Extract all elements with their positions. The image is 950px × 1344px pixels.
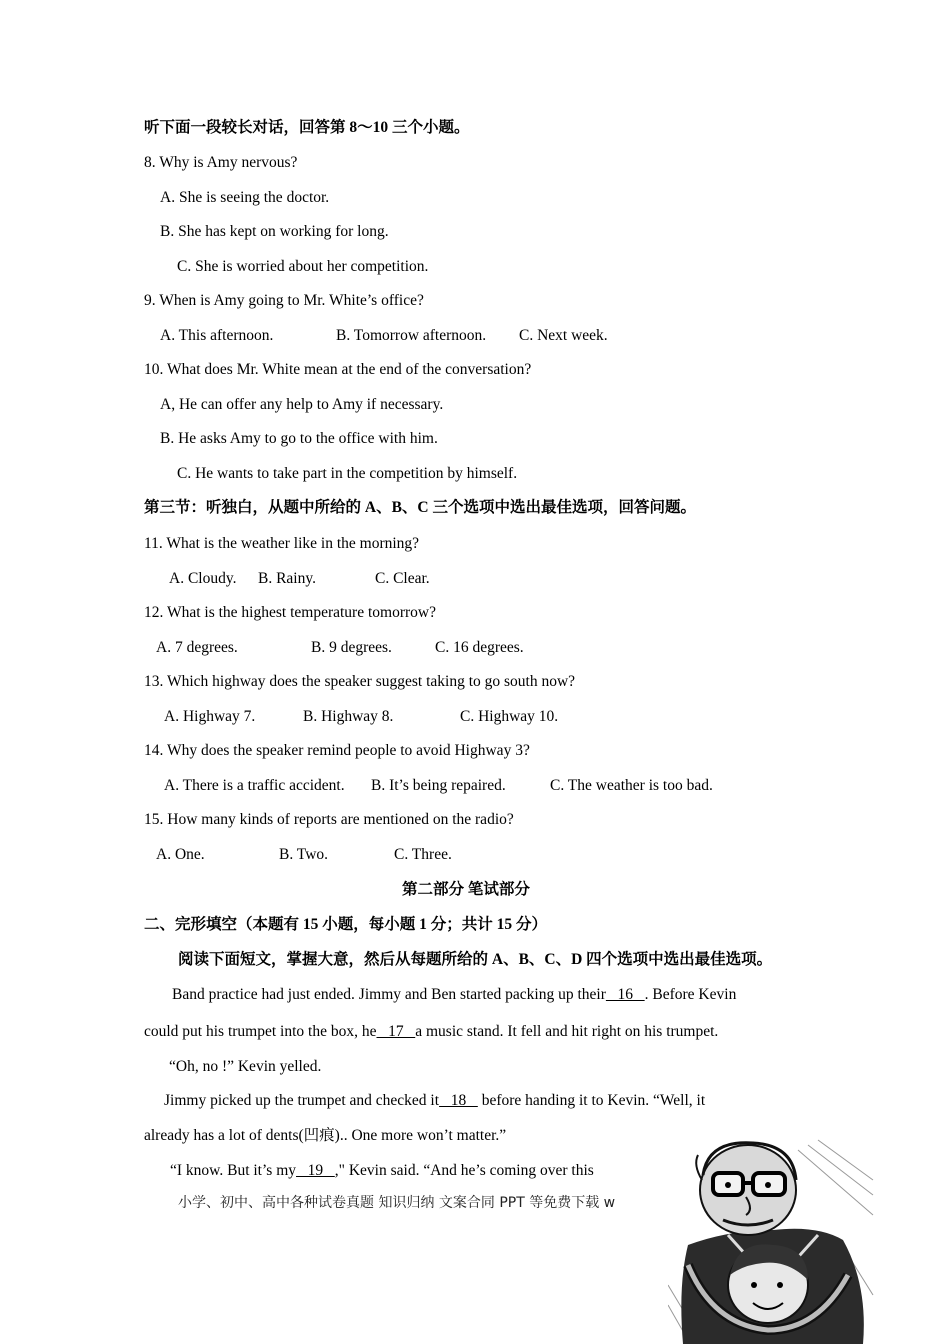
passage-line-4 xyxy=(164,1091,705,1111)
question-10-stem: 10. What does Mr. White mean at the end of the conversation? xyxy=(144,361,532,378)
question-10-option-a: A, He can offer any help to Amy if necessary. xyxy=(160,396,444,413)
question-9-option-a: A. This afternoon. xyxy=(160,327,274,344)
question-14-option-a: A. There is a traffic accident. xyxy=(164,777,345,794)
cloze-title: 二、完形填空（本题有 15 小题，每小题 1 分；共计 15 分） xyxy=(144,916,548,933)
passage-text: before handing it to Kevin. “Well, it xyxy=(477,1092,706,1109)
question-9-option-b: B. Tomorrow afternoon. xyxy=(336,327,487,344)
blank-17: 17 xyxy=(376,1023,416,1040)
question-15-option-b: B. Two. xyxy=(279,846,329,863)
passage-line-2 xyxy=(144,1022,718,1042)
question-11-option-b: B. Rainy. xyxy=(258,570,316,587)
passage-text: a music stand. It fell and hit right on his trumpet. xyxy=(415,1023,719,1040)
question-9-stem: 9. When is Amy going to Mr. White’s office? xyxy=(144,292,424,309)
question-12-option-c: C. 16 degrees. xyxy=(435,639,524,656)
section-3-title: 第三节：听独白，从题中所给的 A、B、C 三个选项中选出最佳选项，回答问题。 xyxy=(144,499,696,516)
question-12-option-b: B. 9 degrees. xyxy=(311,639,392,656)
passage-text: . Before Kevin xyxy=(644,986,737,1003)
passage-line-1 xyxy=(172,985,736,1005)
question-14-option-b: B. It’s being repaired. xyxy=(371,777,506,794)
question-11-option-c: C. Clear. xyxy=(375,570,430,587)
blank-18: 18 xyxy=(439,1092,478,1109)
blank-16: 16 xyxy=(605,986,645,1003)
passage-line-3: “Oh, no !” Kevin yelled. xyxy=(169,1058,322,1075)
question-9-option-c: C. Next week. xyxy=(519,327,608,344)
passage-text: Jimmy picked up the trumpet and checked it xyxy=(164,1092,440,1109)
question-13-option-a: A. Highway 7. xyxy=(164,708,256,725)
question-10-option-c: C. He wants to take part in the competition by himself. xyxy=(177,465,518,482)
passage-text: ," Kevin said. “And he’s coming over this xyxy=(334,1162,594,1179)
question-8-stem: 8. Why is Amy nervous? xyxy=(144,154,298,171)
question-13-option-c: C. Highway 10. xyxy=(460,708,559,725)
passage-line-5: already has a lot of dents(凹痕).. One more won’t matter.” xyxy=(144,1127,507,1144)
question-8-option-b: B. She has kept on working for long. xyxy=(160,223,389,240)
question-14-option-c: C. The weather is too bad. xyxy=(550,777,713,794)
section-intro-8-10: 听下面一段较长对话，回答第 8～10 三个小题。 xyxy=(144,119,470,136)
cloze-instruction: 阅读下面短文，掌握大意，然后从每题所给的 A、B、C、D 四个选项中选出最佳选项。 xyxy=(178,951,773,968)
question-8-option-a: A. She is seeing the doctor. xyxy=(160,189,330,206)
passage-text: Band practice had just ended. Jimmy and Ben started packing up their xyxy=(172,986,606,1003)
blank-19: 19 xyxy=(296,1162,335,1179)
question-15-option-a: A. One. xyxy=(156,846,205,863)
question-10-option-b: B. He asks Amy to go to the office with him. xyxy=(160,430,438,447)
passage-line-6 xyxy=(170,1161,594,1181)
question-11-stem: 11. What is the weather like in the morning? xyxy=(144,535,420,552)
question-14-stem: 14. Why does the speaker remind people to avoid Highway 3? xyxy=(144,742,530,759)
passage-text: could put his trumpet into the box, he xyxy=(144,1023,377,1040)
question-15-stem: 15. How many kinds of reports are mentioned on the radio? xyxy=(144,811,514,828)
question-8-option-c: C. She is worried about her competition. xyxy=(177,258,429,275)
question-13-option-b: B. Highway 8. xyxy=(303,708,394,725)
grandfather-child-illustration xyxy=(668,1135,878,1344)
question-15-option-c: C. Three. xyxy=(394,846,452,863)
question-11-option-a: A. Cloudy. xyxy=(169,570,237,587)
passage-text: “I know. But it’s my xyxy=(170,1162,297,1179)
question-12-option-a: A. 7 degrees. xyxy=(156,639,238,656)
footer-watermark-text: 小学、初中、高中各种试卷真题 知识归纳 文案合同 PPT 等免费下载 w xyxy=(178,1195,616,1211)
question-12-stem: 12. What is the highest temperature tomorrow? xyxy=(144,604,436,621)
question-13-stem: 13. Which highway does the speaker suggest taking to go south now? xyxy=(144,673,576,690)
part-2-title: 第二部分 笔试部分 xyxy=(402,881,530,898)
